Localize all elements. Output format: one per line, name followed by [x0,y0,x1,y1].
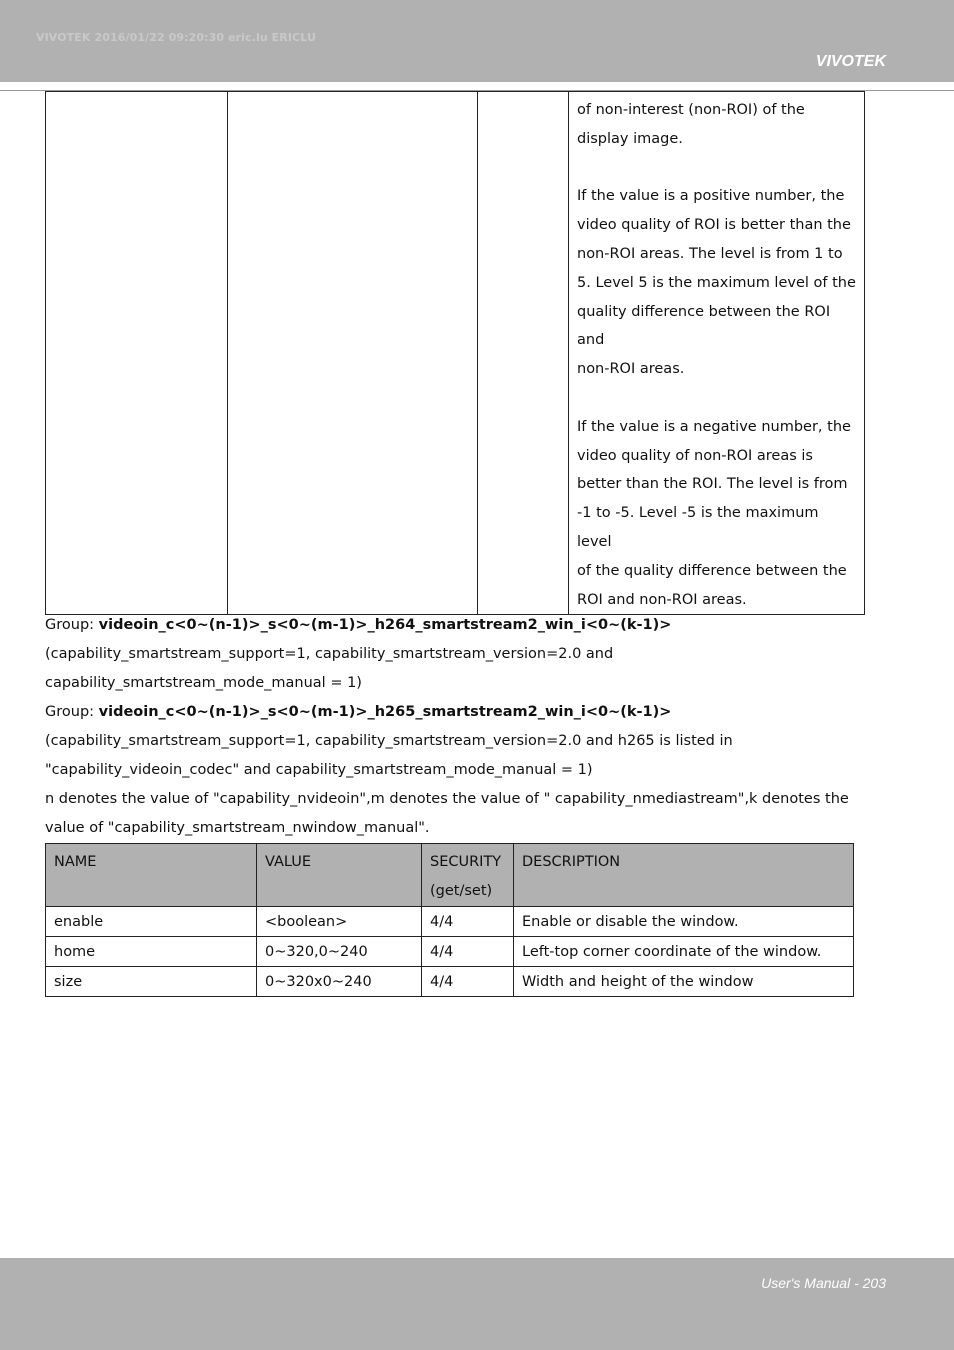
continued-parameter-table [45,91,865,615]
security-cell-empty [478,92,569,615]
cell-description: Left-top corner coordinate of the window. [514,937,854,967]
group2-name: videoin_c<0~(n-1)>_s<0~(m-1)>_h265_smartstream2_win_i<0~(k-1)> [98,704,672,720]
header-value: VALUE [257,844,422,907]
table-row [46,937,854,967]
group1-condition-line1: (capability_smartstream_support=1, capability_smartstream_version=2.0 and [45,646,614,662]
group2-condition-line2: "capability_videoin_codec" and capability_smartstream_mode_manual = 1) [45,762,593,778]
header-security-line1: SECURITY [430,854,502,870]
group1-heading [45,611,865,640]
parameter-table [45,843,854,997]
group-label: Group: [45,617,99,633]
group2-condition-line1: (capability_smartstream_support=1, capability_smartstream_version=2.0 and h265 is listed in [45,733,733,749]
group-section [45,611,865,843]
header-security-line2: (get/set) [430,883,493,899]
group2-heading [45,698,865,727]
table-row [46,92,865,615]
cell-value: 0~320,0~240 [257,937,422,967]
description-cell: of non-interest (non-ROI) of the display image. If the value is a positive number, the video quality of ROI is better than the non-ROI areas. The level is from 1 to 5. Level 5 is the maximum level of the quality difference between the ROI and non-ROI areas. If the value is a negative number, the video quality of non-ROI areas is better than the ROI. The level is from -1 to -5. Level -5 is the maximum level of the quality difference between the ROI and non-ROI areas. [569,92,865,615]
note-line2: value of "capability_smartstream_nwindow_manual". [45,820,430,836]
page-footer [0,1258,954,1350]
header-name: NAME [46,844,257,907]
cell-description: Width and height of the window [514,967,854,997]
group1-condition-line2: capability_smartstream_mode_manual = 1) [45,675,362,691]
brand-logo-text: VIVOTEK [815,53,886,70]
cell-name: home [46,937,257,967]
cell-security: 4/4 [422,937,514,967]
table-header-row [46,844,854,907]
cell-name: enable [46,907,257,937]
group1-name: videoin_c<0~(n-1)>_s<0~(m-1)>_h264_smartstream2_win_i<0~(k-1)> [98,617,672,633]
table-row [46,967,854,997]
page-number: User's Manual - 203 [761,1275,886,1291]
table-row [46,907,854,937]
note-line1: n denotes the value of "capability_nvideoin",m denotes the value of " capability_nmediastream",k denotes the [45,791,849,807]
page-header [0,0,954,82]
cell-value: <boolean> [257,907,422,937]
cell-name: size [46,967,257,997]
watermark-text: VIVOTEK 2016/01/22 09:20:30 eric.lu ERICLU [36,31,316,44]
name-cell-empty [46,92,228,615]
group-label: Group: [45,704,99,720]
cell-security: 4/4 [422,907,514,937]
cell-security: 4/4 [422,967,514,997]
cell-value: 0~320x0~240 [257,967,422,997]
cell-description: Enable or disable the window. [514,907,854,937]
header-security [422,844,514,907]
value-cell-empty [228,92,478,615]
header-description: DESCRIPTION [514,844,854,907]
